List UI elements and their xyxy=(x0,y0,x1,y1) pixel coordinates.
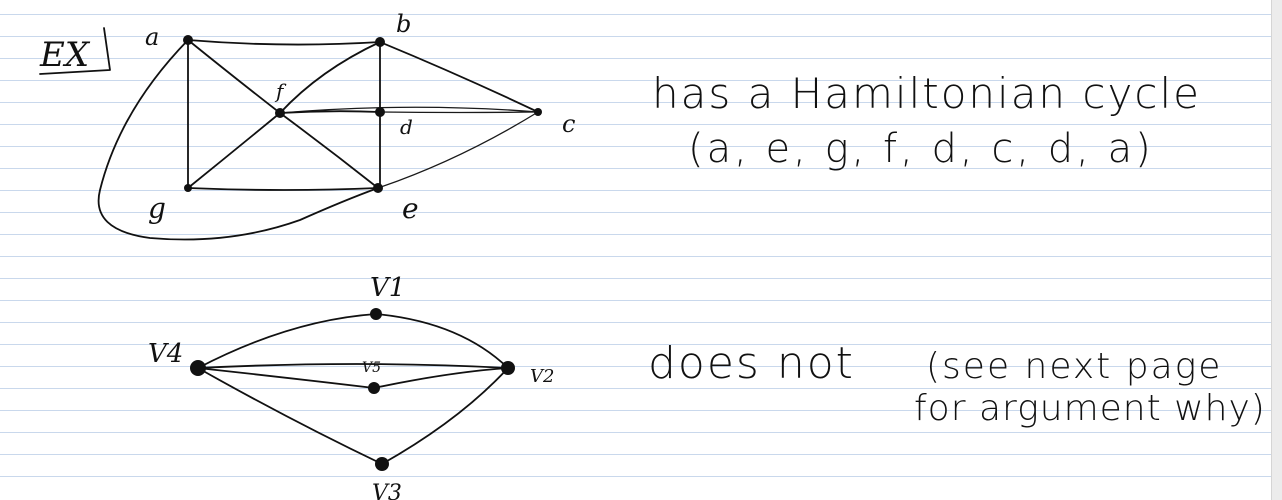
graph-2-note xyxy=(648,338,1266,429)
vertex-g xyxy=(184,184,192,192)
edge-b-c xyxy=(380,42,538,112)
example-label: EX xyxy=(40,35,90,75)
graph-1 xyxy=(99,10,576,240)
no-hamiltonian-note: does not xyxy=(648,338,855,389)
argument-why-note: for argument why) xyxy=(914,388,1266,429)
vertex-label-e: e xyxy=(402,192,419,225)
edge-v4-v1 xyxy=(198,314,376,368)
edge-d-c xyxy=(380,112,538,113)
edge-b-f xyxy=(280,42,380,113)
edge-f-d xyxy=(280,111,380,113)
vertex-v3 xyxy=(375,457,389,471)
edge-a-b xyxy=(188,40,380,45)
vertex-v5 xyxy=(368,382,380,394)
vertex-c xyxy=(534,108,542,116)
edge-f-g xyxy=(188,113,280,188)
edge-f-e xyxy=(280,113,378,188)
vertex-label-v2: V2 xyxy=(530,366,555,387)
vertex-v4 xyxy=(190,360,206,376)
edge-v1-v2 xyxy=(376,314,508,368)
vertex-f xyxy=(275,108,285,118)
see-next-page-note: (see next page xyxy=(926,346,1223,387)
vertex-label-a: a xyxy=(145,23,160,51)
vertex-label-g: g xyxy=(148,192,166,225)
vertex-label-v4: V4 xyxy=(148,339,184,369)
edge-v5-v2 xyxy=(374,368,508,388)
edge-a-e xyxy=(99,40,378,240)
vertex-v1 xyxy=(370,308,382,320)
vertex-b xyxy=(375,37,385,47)
vertex-d xyxy=(375,107,385,117)
vertex-label-v1: V1 xyxy=(370,273,406,303)
vertex-v2 xyxy=(501,361,515,375)
vertex-label-v3: V3 xyxy=(372,481,402,500)
edge-v4-v2 xyxy=(198,364,508,368)
graph-2 xyxy=(148,273,554,500)
vertex-label-b: b xyxy=(396,10,412,38)
vertex-label-d: d xyxy=(400,115,413,139)
edge-a-f xyxy=(188,40,280,113)
edge-v4-v5 xyxy=(198,368,374,388)
vertex-label-v5: V5 xyxy=(362,360,382,376)
edge-g-e xyxy=(188,188,378,190)
hamiltonian-cycle-sequence: (a, e, g, f, d, c, d, a) xyxy=(688,126,1154,172)
hamiltonian-note: has a Hamiltonian cycle xyxy=(652,69,1201,118)
vertex-e xyxy=(373,183,383,193)
vertex-label-f: f xyxy=(276,79,284,103)
example-marker xyxy=(39,28,110,75)
vertex-label-c: c xyxy=(562,110,576,138)
vertex-a xyxy=(183,35,193,45)
graph-1-note xyxy=(652,69,1201,172)
edge-v4-v3 xyxy=(198,368,382,464)
